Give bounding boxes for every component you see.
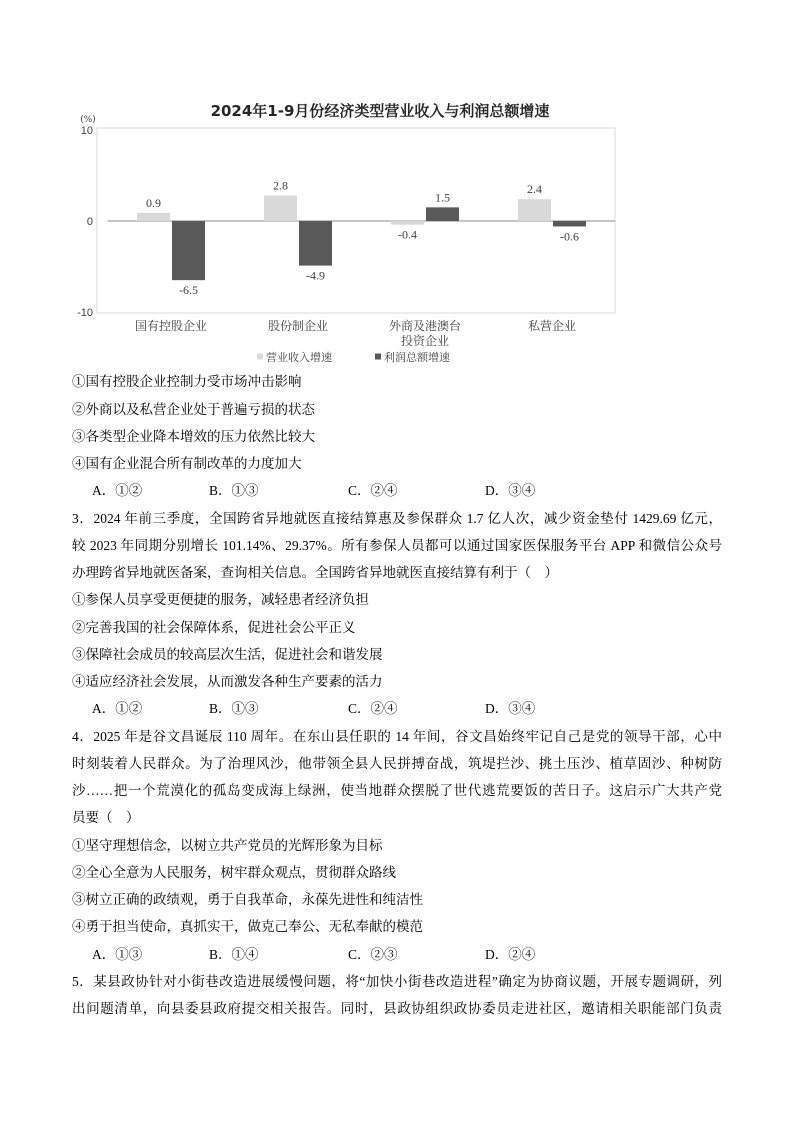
bar-series-0-category-2 bbox=[391, 221, 424, 225]
option-a: A．①② bbox=[92, 701, 143, 717]
option-d: D．③④ bbox=[485, 483, 536, 499]
legend-label: 营业收入增速 bbox=[266, 351, 332, 364]
statement: ④国有企业混合所有制改革的力度加大 bbox=[72, 456, 302, 472]
category-label: 外商及港澳台投资企业 bbox=[388, 318, 461, 348]
data-label: -4.9 bbox=[306, 268, 325, 283]
answer-options bbox=[72, 941, 722, 968]
statement: ③树立正确的政绩观，勇于自我革命，永葆先进性和纯洁性 bbox=[72, 892, 423, 908]
option-d: D．②④ bbox=[485, 946, 536, 962]
statement: ③保障社会成员的较高层次生活，促进社会和谐发展 bbox=[72, 646, 383, 662]
data-label: 2.4 bbox=[527, 182, 542, 197]
question-stem-line: 时刻装着人民群众。为了治理风沙，他带领全县人民拼搏奋战，筑堤拦沙、挑土压沙、植草固沙、种树防 bbox=[72, 755, 722, 771]
category-label: 国有控股企业 bbox=[134, 318, 207, 333]
category-label: 私营企业 bbox=[527, 318, 576, 333]
bar-series-1-category-2 bbox=[426, 207, 459, 221]
bar-series-1-category-0 bbox=[172, 221, 205, 280]
statement: ①国有控股企业控制力受市场冲击影响 bbox=[72, 374, 302, 390]
y-axis-unit: (%) bbox=[80, 115, 96, 125]
option-b: B．①③ bbox=[209, 483, 259, 499]
chart-canvas bbox=[0, 0, 794, 370]
legend-label: 利润总额增速 bbox=[384, 351, 450, 364]
option-d: D．③④ bbox=[485, 701, 536, 717]
data-label: -0.6 bbox=[560, 229, 579, 244]
bar-series-0-category-1 bbox=[264, 196, 297, 221]
option-b: B．①④ bbox=[209, 946, 259, 962]
option-c: C．②④ bbox=[348, 701, 398, 717]
option-c: C．②③ bbox=[348, 946, 398, 962]
data-label: 0.9 bbox=[146, 195, 161, 210]
statement: ②外商以及私营企业处于普遍亏损的状态 bbox=[72, 401, 315, 417]
question-stem-line: 5．某县政协针对小街巷改造进展缓慢问题，将“加快小街巷改造进程”确定为协商议题，开展专题调研，列 bbox=[72, 973, 722, 989]
bar-series-1-category-1 bbox=[299, 221, 332, 266]
data-label: -6.5 bbox=[179, 283, 198, 298]
option-a: A．①② bbox=[92, 483, 143, 499]
statement: ①参保人员享受更便捷的服务，减轻患者经济负担 bbox=[72, 592, 369, 608]
option-c: C．②④ bbox=[348, 483, 398, 499]
statement: ②全心全意为人民服务，树牢群众观点，贯彻群众路线 bbox=[72, 864, 396, 880]
answer-options bbox=[72, 695, 722, 722]
bar-series-1-category-3 bbox=[553, 221, 586, 226]
y-tick-label: -10 bbox=[77, 307, 93, 319]
answer-options bbox=[72, 477, 722, 504]
bar-chart bbox=[0, 0, 794, 370]
question-stem-line: 沙……把一个荒漠化的孤岛变成海上绿洲，使当地群众摆脱了世代逃荒要饭的苦日子。这启示广大共产党 bbox=[72, 783, 722, 799]
question-stem-line: 4．2025 年是谷文昌诞辰 110 周年。在东山县任职的 14 年间，谷文昌始终牢记自己是党的领导干部，心中 bbox=[72, 728, 722, 744]
statement: ④适应经济社会发展，从而激发各种生产要素的活力 bbox=[72, 674, 383, 690]
question-stem-line: 3．2024 年前三季度，全国跨省异地就医直接结算惠及参保群众 1.7 亿人次，减少资金垫付 1429.69 亿元， bbox=[72, 510, 722, 526]
question-stem-line: 办理跨省异地就医备案，查询相关信息。全国跨省异地就医直接结算有利于（ ） bbox=[72, 565, 558, 581]
category-label: 股份制企业 bbox=[267, 318, 328, 333]
bar-series-0-category-3 bbox=[518, 199, 551, 221]
statement: ④勇于担当使命，真抓实干，做克己奉公、无私奉献的模范 bbox=[72, 919, 423, 935]
legend-swatch bbox=[257, 354, 263, 360]
chart-title: 2024年1-9月份经济类型营业收入与利润总额增速 bbox=[210, 102, 550, 120]
question-stem-line: 出问题清单，向县委县政府提交相关报告。同时，县政协组织政协委员走进社区，邀请相关职能部门负责 bbox=[72, 1001, 722, 1017]
document-body bbox=[72, 368, 722, 1022]
bar-series-0-category-0 bbox=[137, 213, 170, 221]
question-stem-line: 员要（ ） bbox=[72, 810, 140, 826]
data-label: -0.4 bbox=[398, 227, 417, 242]
statement: ③各类型企业降本增效的压力依然比较大 bbox=[72, 428, 315, 444]
data-label: 2.8 bbox=[273, 178, 288, 193]
y-tick-label: 10 bbox=[80, 125, 93, 137]
option-a: A．①③ bbox=[92, 946, 143, 962]
question-stem-line: 较 2023 年同期分别增长 101.14%、29.37%。所有参保人员都可以通过国家医保服务平台 APP 和微信公众号 bbox=[72, 537, 722, 553]
data-label: 1.5 bbox=[435, 190, 450, 205]
y-tick-label: 0 bbox=[86, 216, 93, 228]
legend-swatch bbox=[375, 354, 381, 360]
statement: ②完善我国的社会保障体系，促进社会公平正义 bbox=[72, 619, 356, 635]
statement: ①坚守理想信念，以树立共产党员的光辉形象为目标 bbox=[72, 837, 383, 853]
option-b: B．①③ bbox=[209, 701, 259, 717]
